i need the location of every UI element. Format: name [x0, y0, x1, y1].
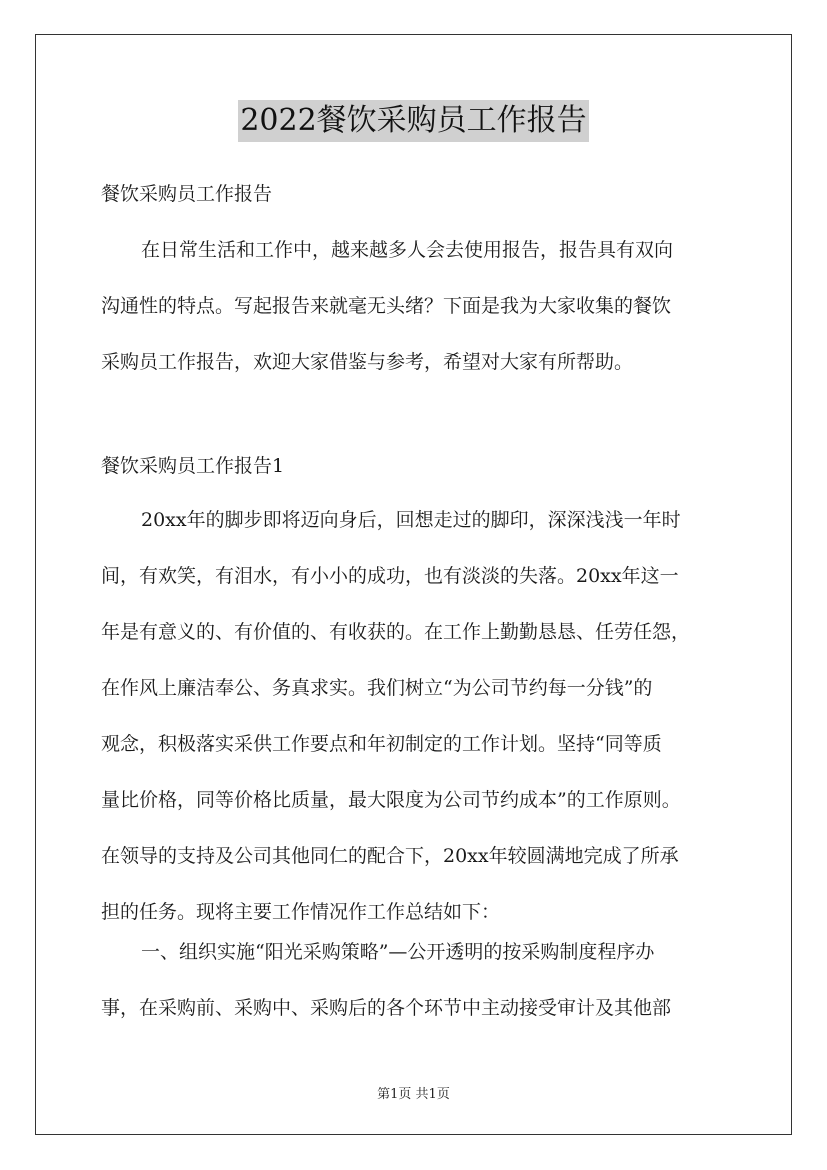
paragraph-line: 事，在采购前、采购中、采购后的各个环节中主动接受审计及其他部 [101, 997, 672, 1019]
paragraph-line: 担的任务。现将主要工作情况作工作总结如下： [101, 901, 501, 923]
paragraph-1 [101, 492, 741, 940]
paragraph-line: 在作风上廉洁奉公、务真求实。我们树立“为公司节约每一分钱”的 [101, 677, 653, 699]
paragraph-line: 量比价格，同等价格比质量，最大限度为公司节约成本”的工作原则。 [101, 789, 681, 811]
page-number: 第1页 共1页 [377, 1087, 450, 1102]
intro-line: 采购员工作报告，欢迎大家借鉴与参考，希望对大家有所帮助。 [101, 351, 634, 373]
paragraph-line: 在领导的支持及公司其他同仁的配合下，20xx年较圆满地完成了所承 [101, 845, 679, 867]
page-footer [0, 1083, 827, 1102]
paragraph-line: 观念，积极落实采供工作要点和年初制定的工作计划。坚持“同等质 [101, 733, 662, 755]
document-title: 2022餐饮采购员工作报告 [238, 100, 588, 142]
paragraph-line: 间，有欢笑，有泪水，有小小的成功，也有淡淡的失落。20xx年这一 [101, 565, 679, 587]
intro-paragraph [101, 222, 741, 390]
section-heading-block [101, 438, 741, 494]
title-container [0, 100, 827, 142]
paragraph-line: 一、组织实施“阳光采购策略”—公开透明的按采购制度程序办 [141, 941, 655, 963]
intro-line: 沟通性的特点。写起报告来就毫无头绪？下面是我为大家收集的餐饮 [101, 295, 672, 317]
section-heading: 餐饮采购员工作报告1 [101, 455, 285, 477]
intro-line: 在日常生活和工作中，越来越多人会去使用报告，报告具有双向 [141, 239, 674, 261]
paragraph-line: 20xx年的脚步即将迈向身后，回想走过的脚印，深深浅浅一年时 [141, 509, 681, 531]
document-subtitle: 餐饮采购员工作报告 [101, 183, 273, 205]
paragraph-line: 年是有意义的、有价值的、有收获的。在工作上勤勤恳恳、任劳任怨， [101, 621, 691, 643]
paragraph-2 [101, 924, 741, 1036]
subtitle-block [101, 166, 741, 222]
